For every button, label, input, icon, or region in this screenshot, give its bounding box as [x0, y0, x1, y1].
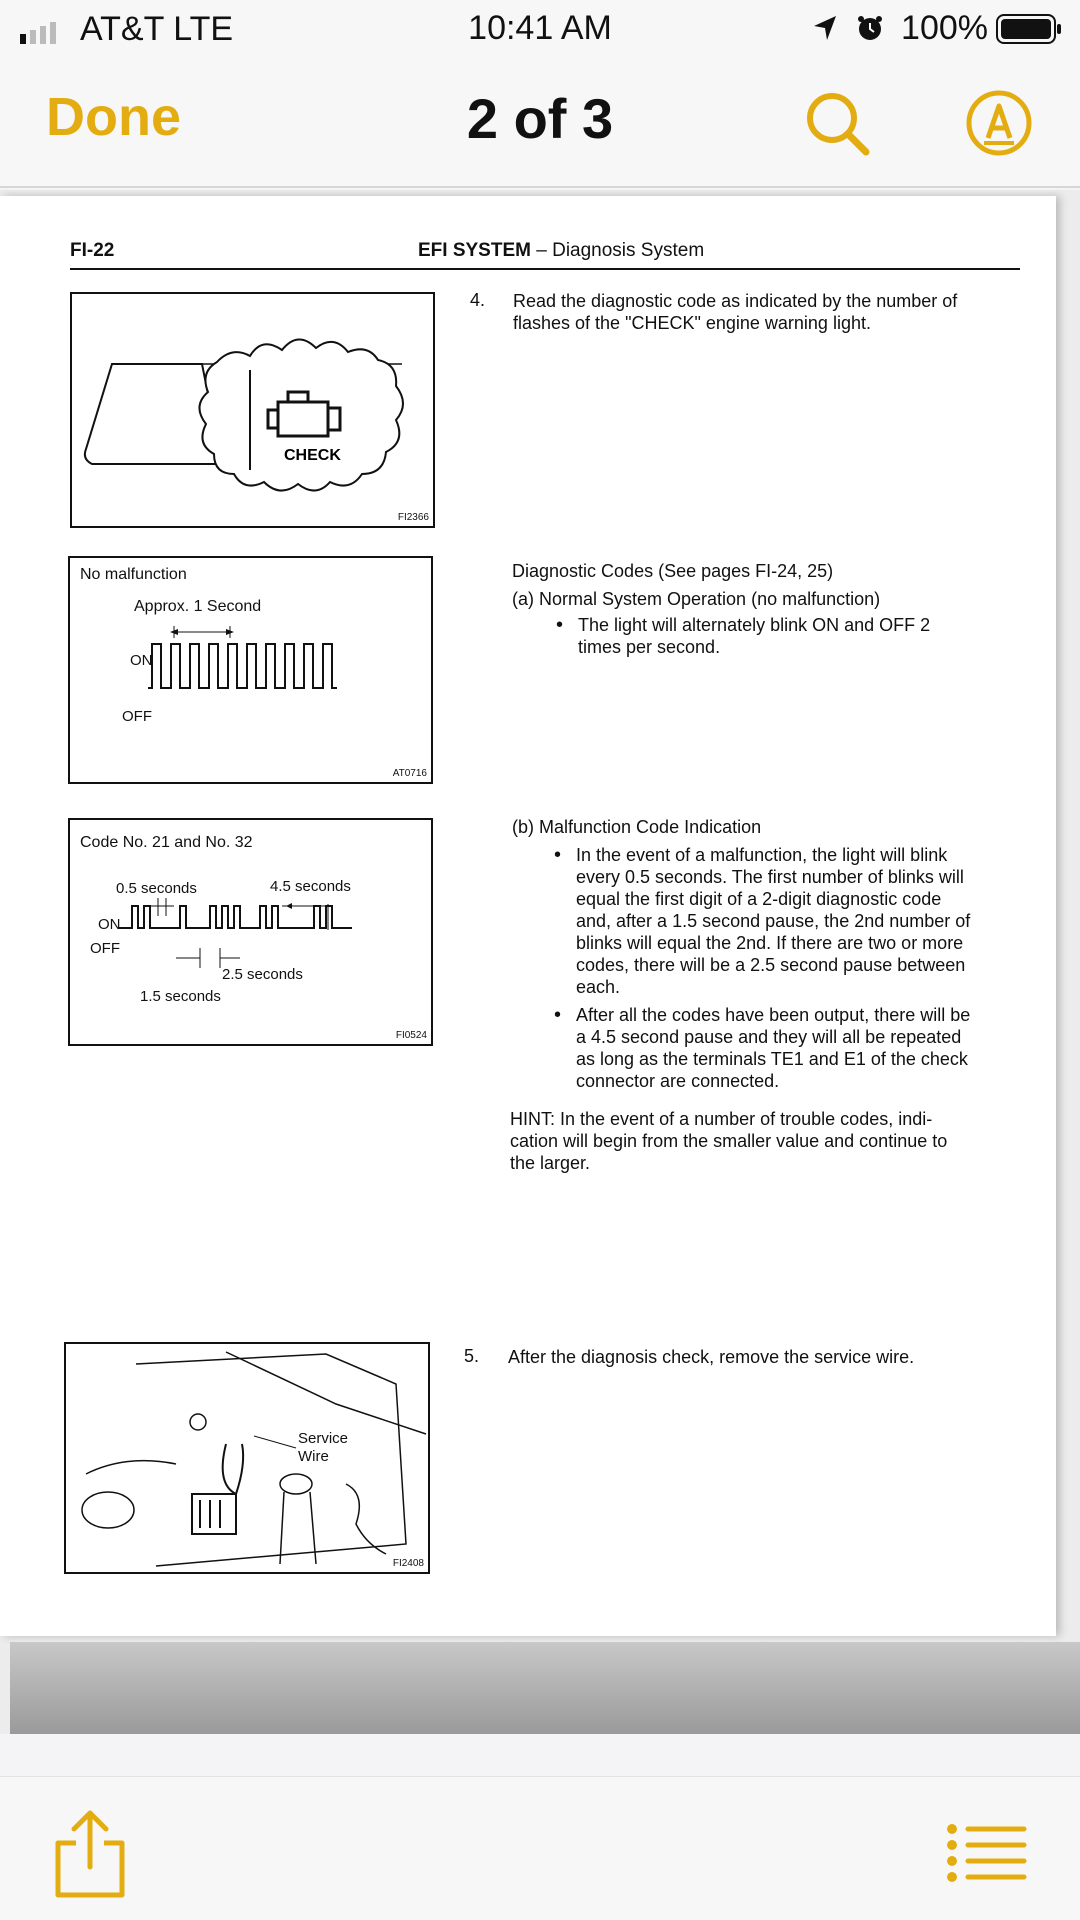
two-half-second-label: 2.5 seconds — [222, 966, 303, 983]
header-rule — [70, 268, 1020, 270]
approx-label: Approx. 1 Second — [134, 598, 262, 615]
hint-line-3: the larger. — [510, 1153, 591, 1173]
one-half-second-label: 1.5 seconds — [140, 988, 221, 1005]
battery-percent: 100% — [901, 9, 988, 47]
step-4-number: 4. — [470, 290, 486, 310]
figure-check-light — [70, 292, 435, 528]
step-5-text: After the diagnosis check, remove the service wire. — [508, 1347, 915, 1367]
figure-service-wire — [64, 1342, 430, 1574]
malfunction-bullet-2-line-4: connector are connected. — [576, 1071, 780, 1091]
figure-no-malfunction — [68, 556, 433, 784]
done-button[interactable]: Done — [46, 87, 181, 147]
off-label: OFF — [122, 708, 152, 725]
off-label: OFF — [90, 940, 120, 957]
service-label: Service — [298, 1430, 349, 1447]
step-4-line-2: flashes of the "CHECK" engine warning light. — [513, 313, 871, 333]
malfunction-bullet-2-line-2: a 4.5 second pause and they will all be repeated — [576, 1027, 962, 1047]
navigation-bar — [0, 60, 1080, 188]
normal-bullet-line-1: • The light will alternately blink ON and OFF 2 — [578, 614, 930, 636]
check-label: CHECK — [284, 447, 341, 464]
markup-icon[interactable] — [964, 88, 1034, 158]
section-header-bold: EFI SYSTEM — [418, 240, 531, 261]
figure-code: FI2408 — [392, 1558, 424, 1569]
section-header — [418, 240, 704, 262]
on-label: ON — [130, 652, 153, 669]
malfunction-bullet-1-line-5: blinks will equal the 2nd. If there are two or more — [576, 933, 964, 953]
malfunction-bullet-1-line-2: every 0.5 seconds. The first number of blinks will — [576, 867, 964, 887]
blink-waveform — [70, 558, 431, 782]
location-arrow-icon — [812, 14, 838, 42]
figure-title: Code No. 21 and No. 32 — [80, 834, 253, 851]
service-wire-illustration — [66, 1344, 428, 1572]
document-page — [0, 196, 1056, 1636]
section-header-rest: – Diagnosis System — [530, 240, 705, 261]
status-bar — [0, 0, 1080, 60]
page-indicator: 2 of 3 — [466, 87, 614, 150]
clock: 10:41 AM — [468, 9, 612, 47]
malfunction-bullet-1-line-1: • In the event of a malfunction, the light will blink — [576, 844, 947, 866]
step-5-number: 5. — [464, 1346, 480, 1366]
page-number-label: FI-22 — [70, 240, 115, 261]
malfunction-bullet-2-line-1: • After all the codes have been output, there will be — [576, 1004, 970, 1026]
malfunction-bullet-1-line-3: equal the first digit of a 2-digit diagnostic code — [576, 889, 942, 909]
bottom-toolbar — [0, 1776, 1080, 1920]
code-waveform — [70, 820, 431, 1044]
figure-code: AT0716 — [392, 768, 427, 779]
document-viewer[interactable] — [0, 190, 1080, 1734]
malfunction-heading: (b) Malfunction Code Indication — [512, 817, 762, 837]
malfunction-bullet-1-line-4: and, after a 1.5 second pause, the 2nd number of — [576, 911, 971, 931]
battery-icon — [996, 14, 1062, 44]
page-edge — [10, 1642, 1080, 1734]
figure-code: FI0524 — [395, 1030, 427, 1041]
list-icon[interactable] — [944, 1821, 1028, 1885]
figure-malfunction-code — [68, 818, 433, 1046]
malfunction-bullet-2-line-3: as long as the terminals TE1 and E1 of the check — [576, 1049, 968, 1069]
search-icon[interactable] — [802, 88, 872, 158]
step-4-line-1: Read the diagnostic code as indicated by the number of — [513, 291, 958, 311]
carrier-label: AT&T LTE — [80, 10, 234, 48]
alarm-icon — [856, 14, 884, 42]
normal-operation-heading: (a) Normal System Operation (no malfunction) — [512, 589, 881, 609]
check-light-illustration — [72, 294, 433, 526]
half-second-label: 0.5 seconds — [116, 880, 197, 897]
malfunction-bullet-1-line-6: codes, there will be a 2.5 second pause between — [576, 955, 966, 975]
hint-line-1: HINT: In the event of a number of trouble codes, indi- — [510, 1109, 933, 1129]
malfunction-bullet-1-line-7: each. — [576, 977, 621, 997]
four-half-second-label: 4.5 seconds — [270, 878, 351, 895]
wire-label: Wire — [298, 1448, 329, 1465]
on-label: ON — [98, 916, 121, 933]
share-icon[interactable] — [50, 1809, 130, 1899]
diagnostic-codes-heading: Diagnostic Codes (See pages FI-24, 25) — [512, 561, 834, 581]
figure-code: FI2366 — [397, 512, 429, 523]
figure-title: No malfunction — [80, 566, 187, 583]
normal-bullet-line-2: times per second. — [578, 637, 721, 657]
hint-line-2: cation will begin from the smaller value and continue to — [510, 1131, 948, 1151]
